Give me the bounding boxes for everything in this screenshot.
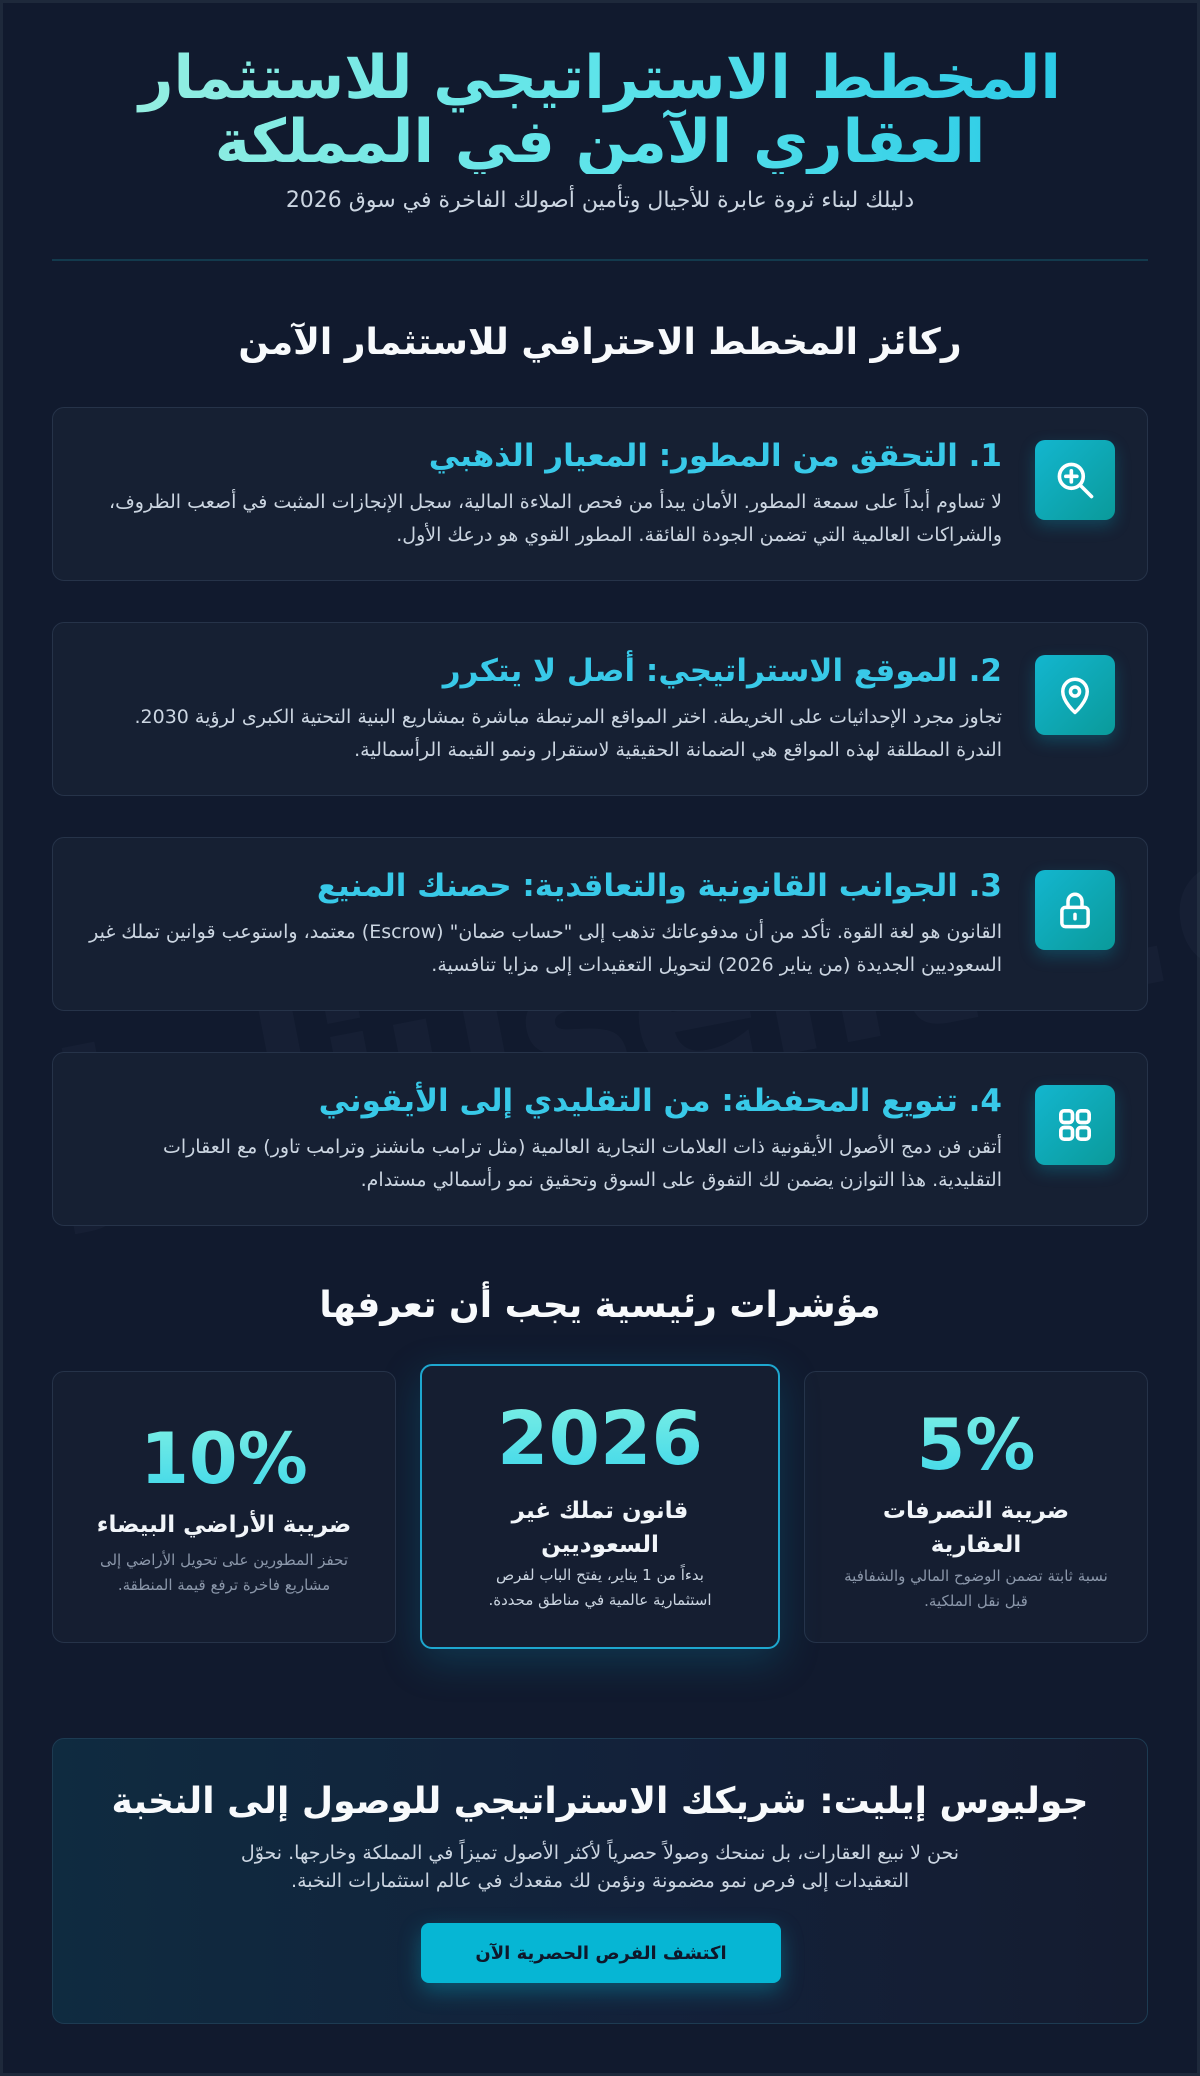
explore-opportunities-button[interactable]: اكتشف الفرص الحصرية الآن [421,1923,781,1983]
page-title-line-2: العقاري الآمن في المملكة [214,107,986,177]
map-pin-icon [1035,655,1115,735]
page-title-line-1: المخطط الاستراتيجي للاستثمار [138,43,1061,113]
pillar-card-legal [52,837,1148,1011]
pillar-title: 1. التحقق من المطور: المعيار الذهبي [428,438,1002,474]
indicator-card-ownership-law [420,1364,780,1649]
search-plus-icon [1035,440,1115,520]
pillar-description: لا تساوم أبداً على سمعة المطور. الأمان يبدأ من فحص الملاءة المالية، سجل الإنجازات المثبت في أصعب الظروف، والشراكات العالمية التي تضمن الجودة الفائقة. المطور القوي هو درعك الأول. [108,491,1002,546]
pillar-description: أتقن فن دمج الأصول الأيقونية ذات العلامات التجارية العالمية (مثل ترامب مانشنز وترامب تاور) مع العقارات التقليدية. هذا التوازن يضمن لك التفوق على السوق وتحقيق نمو رأسمالي مستدام. [162,1136,1002,1191]
cta-title: جوليوس إيليت: شريكك الاستراتيجي للوصول إلى النخبة [111,1781,1089,1822]
cta-description: نحن لا نبيع العقارات، بل نمنحك وصولاً حصرياً لأكثر الأصول تميزاً في المملكة وخارجها. نحوّل التعقيدات إلى فرص نمو مضمونة ونؤمن لك مقعدك في عالم استثمارات النخبة. [240,1842,960,1892]
indicator-label: ضريبة التصرفات العقارية [882,1498,1070,1558]
cta-panel [52,1738,1148,2024]
indicator-note: نسبة ثابتة تضمن الوضوح المالي والشفافية قبل نقل الملكية. [844,1567,1108,1610]
pillar-card-developer [52,407,1148,581]
pillar-card-portfolio [52,1052,1148,1226]
indicator-card-disposal-tax [804,1371,1148,1643]
pillar-description: تجاوز مجرد الإحداثيات على الخريطة. اختر المواقع المرتبطة مباشرة بمشاريع البنية التحتية الكبرى لرؤية 2030. الندرة المطلقة لهذه المواقع هي الضمانة الحقيقية لاستقرار ونمو القيمة الرأسمالية. [134,706,1002,761]
indicator-label: ضريبة الأراضي البيضاء [96,1512,352,1538]
pillar-title: 3. الجوانب القانونية والتعاقدية: حصنك المنيع [316,868,1002,904]
pillar-title: 4. تنويع المحفظة: من التقليدي إلى الأيقوني [318,1083,1002,1119]
pillar-description: القانون هو لغة القوة. تأكد من أن مدفوعاتك تذهب إلى "حساب ضمان" (Escrow) معتمد، واستوعب قوانين تملك غير السعوديين الجديدة (من يناير 2026) لتحويل التعقيدات إلى مزايا تنافسية. [89,921,1002,976]
indicator-value: 10% [53,1418,395,1500]
indicator-note: تحفز المطورين على تحويل الأراضي إلى مشاريع فاخرة ترفع قيمة المنطقة. [99,1551,349,1594]
indicators-section-title: مؤشرات رئيسية يجب أن تعرفها [319,1285,881,1326]
grid-icon [1035,1085,1115,1165]
indicator-value: 2026 [422,1396,778,1482]
pillars-section-title: ركائز المخطط الاحترافي للاستثمار الآمن [238,322,962,363]
indicator-label: قانون تملك غير السعوديين [511,1498,689,1558]
page-subtitle: دليلك لبناء ثروة عابرة للأجيال وتأمين أصولك الفاخرة في سوق 2026 [285,188,915,213]
pillar-card-location [52,622,1148,796]
page-title [52,43,1148,177]
header-divider [52,259,1148,261]
indicator-note: بدءاً من 1 يناير، يفتح الباب لفرص استثمارية عالمية في مناطق محددة. [488,1566,712,1609]
indicator-card-white-land-tax [52,1371,396,1643]
indicator-value: 5% [805,1404,1147,1486]
lock-icon [1035,870,1115,950]
pillar-title: 2. الموقع الاستراتيجي: أصل لا يتكرر [442,653,1002,689]
